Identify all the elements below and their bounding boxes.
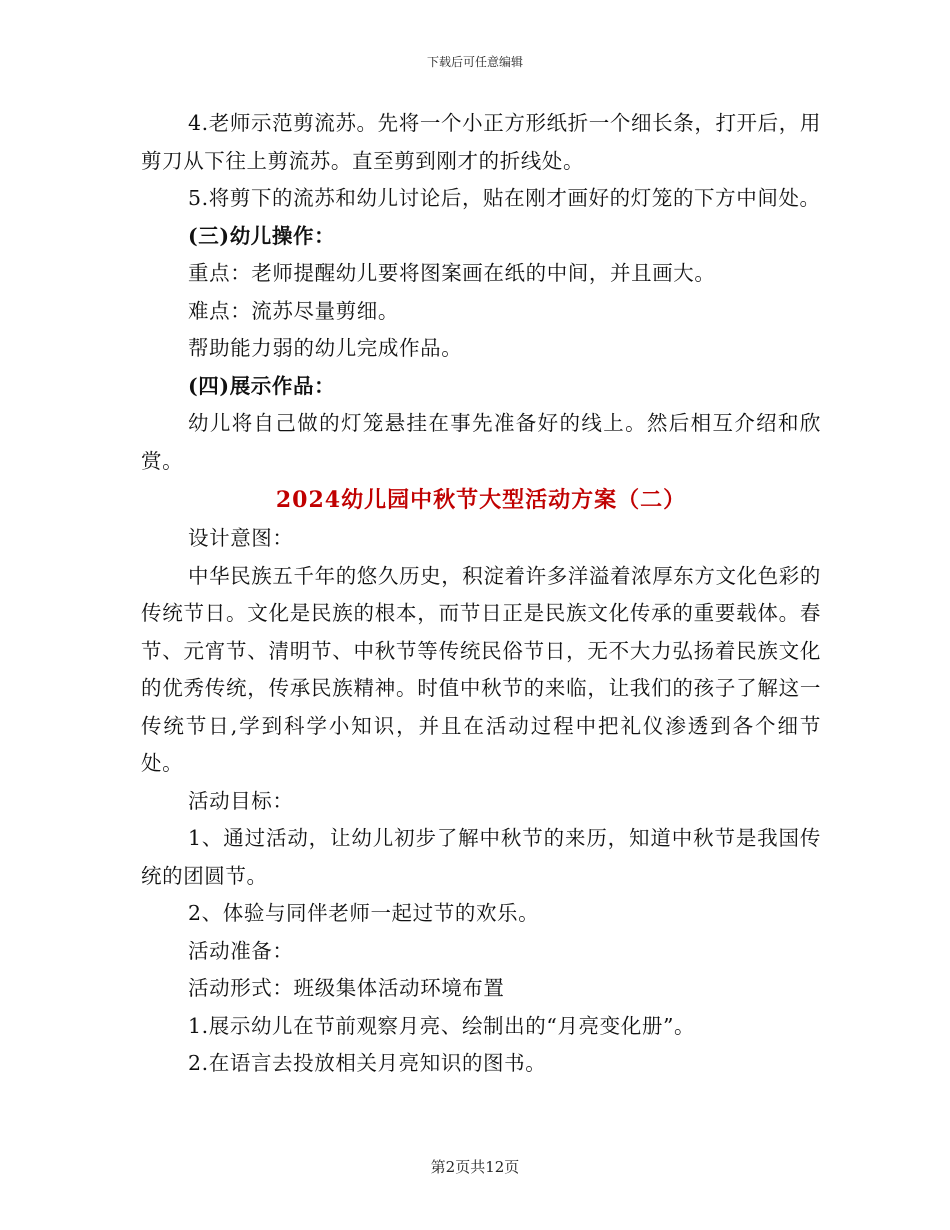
section-title: 2024幼儿园中秋节大型活动方案（二）: [275, 487, 687, 513]
prep-2-paragraph: 2.在语言去投放相关月亮知识的图书。: [188, 1051, 547, 1075]
design-intent-label: 设计意图：: [188, 526, 294, 550]
part-4-heading: (四)展示作品：: [188, 373, 336, 398]
display-paragraph: 幼儿将自己做的灯笼悬挂在事先准备好的线上。然后相互介绍和欣赏。: [141, 411, 821, 473]
difficulty-paragraph: 难点：流苏尽量剪细。: [188, 298, 399, 323]
prep-1-paragraph: 1.展示幼儿在节前观察月亮、绘制出的“月亮变化册”。: [188, 1013, 696, 1038]
step-4-paragraph: 4.老师示范剪流苏。先将一个小正方形纸折一个细长条，打开后，用剪刀从下往上剪流苏。直至剪到刚才的折线处。: [141, 111, 821, 173]
help-paragraph: 帮助能力弱的幼儿完成作品。: [188, 336, 463, 360]
page-footer: 第2页共12页: [430, 1158, 520, 1176]
design-intent-paragraph: 中华民族五千年的悠久历史，积淀着许多洋溢着浓厚东方文化色彩的传统节日。文化是民族的根本，而节日正是民族文化传承的重要载体。春节、元宵节、清明节、中秋节等传统民俗节日，无不大力弘扬着民族文化的优秀传统，传承民族精神。时值中秋节的来临，让我们的孩子了解这一传统节日,学到科学小知识，并且在活动过程中把礼仪渗透到各个细节处。: [141, 563, 821, 775]
part-3-heading: (三)幼儿操作：: [188, 223, 336, 248]
goal-1-paragraph: 1、通过活动，让幼儿初步了解中秋节的来历，知道中秋节是我国传统的团圆节。: [141, 826, 821, 888]
goal-2-paragraph: 2、体验与同伴老师一起过节的欢乐。: [188, 901, 540, 925]
prep-label: 活动准备：: [188, 938, 294, 963]
activity-form-paragraph: 活动形式：班级集体活动环境布置: [188, 976, 505, 1000]
key-point-paragraph: 重点：老师提醒幼儿要将图案画在纸的中间，并且画大。: [188, 261, 716, 285]
step-5-paragraph: 5.将剪下的流苏和幼儿讨论后，贴在刚才画好的灯笼的下方中间处。: [188, 186, 821, 210]
page-header: 下载后可任意编辑: [426, 55, 523, 69]
goals-label: 活动目标：: [188, 788, 294, 813]
document-body: [141, 105, 821, 1083]
